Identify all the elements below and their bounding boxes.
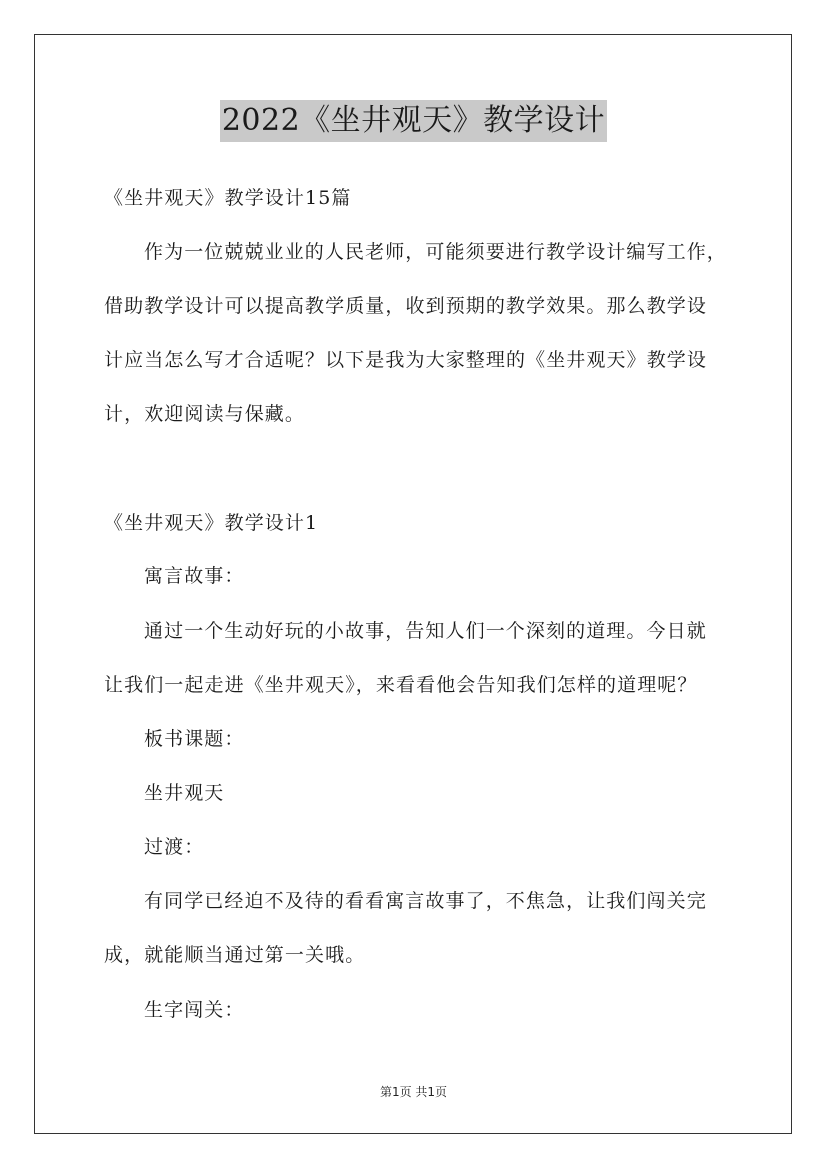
document-subtitle: 《坐井观天》教学设计15篇 <box>104 187 352 209</box>
intro-line-4: 计，欢迎阅读与保藏。 <box>104 403 306 425</box>
section-heading: 《坐井观天》教学设计1 <box>104 512 319 534</box>
label-board: 板书课题： <box>144 728 245 750</box>
label-chars: 生字闯关： <box>144 999 245 1021</box>
intro-line-1: 作为一位兢兢业业的人民老师，可能须要进行教学设计编写工作， <box>144 241 727 263</box>
intro-line-2: 借助教学设计可以提高教学质量，收到预期的教学效果。那么教学设 <box>104 295 708 317</box>
page-number: 第1页 共1页 <box>379 1085 448 1099</box>
board-text: 坐井观天 <box>144 782 225 804</box>
story-line-2: 让我们一起走进《坐井观天》，来看看他会告知我们怎样的道理呢？ <box>104 674 698 696</box>
page-footer <box>0 1083 827 1100</box>
label-transition: 过渡： <box>144 836 205 858</box>
transition-line-1: 有同学已经迫不及待的看看寓言故事了，不焦急，让我们闯关完 <box>144 890 707 912</box>
transition-line-2: 成，就能顺当通过第一关哦。 <box>104 944 366 966</box>
label-story: 寓言故事： <box>144 565 245 587</box>
intro-line-3: 计应当怎么写才合适呢？以下是我为大家整理的《坐井观天》教学设 <box>104 349 708 371</box>
document-title: 2022《坐井观天》教学设计 <box>220 100 607 142</box>
story-line-1: 通过一个生动好玩的小故事，告知人们一个深刻的道理。今日就 <box>144 620 707 642</box>
title-container <box>0 100 827 142</box>
